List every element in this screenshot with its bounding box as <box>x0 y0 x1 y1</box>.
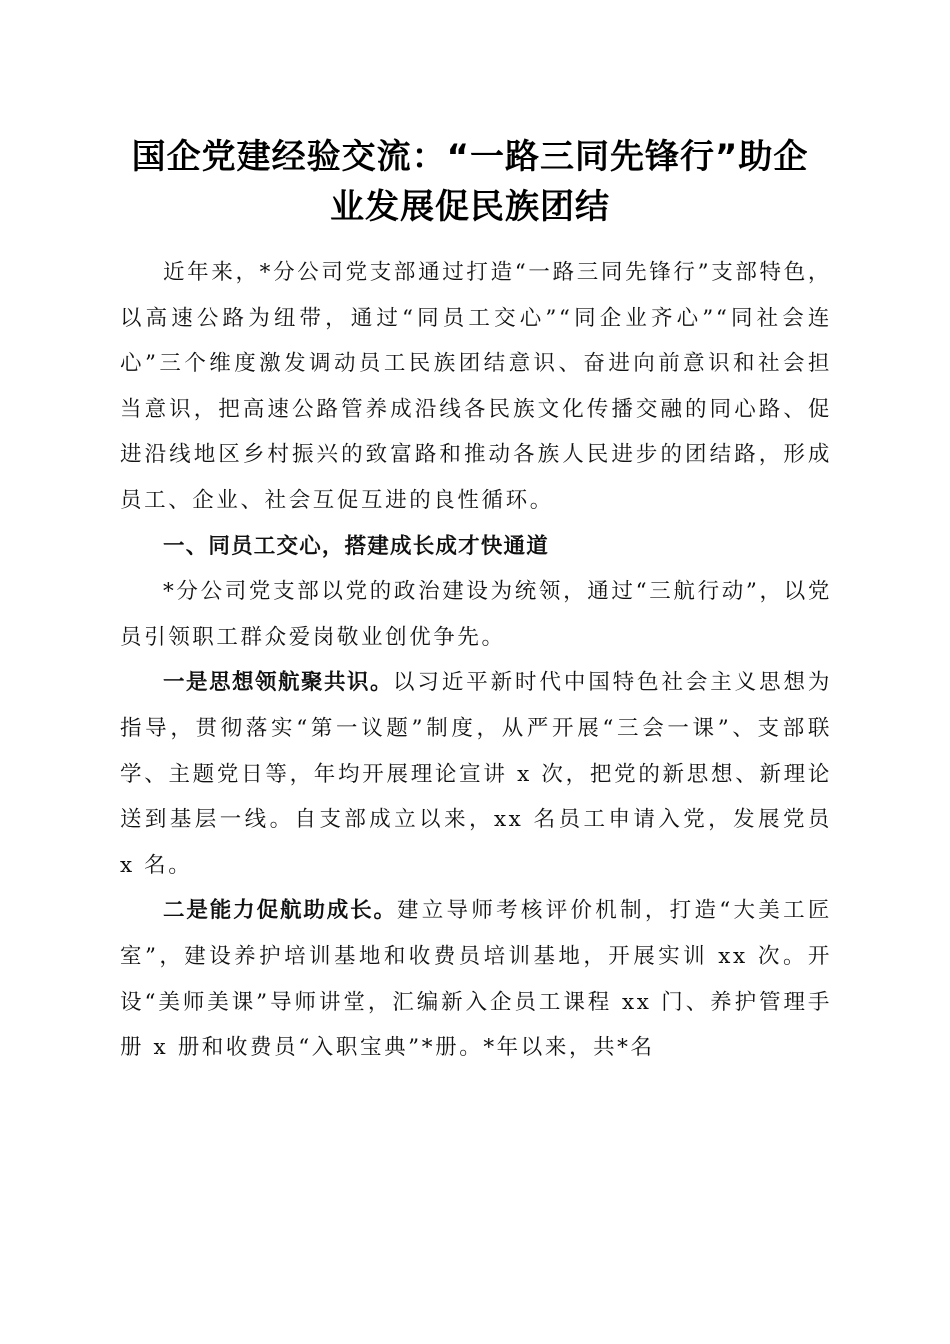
title-line-1: 国企党建经验交流：“一路三同先锋行”助企 <box>131 137 809 177</box>
point-lead-1: 一是思想领航聚共识。 <box>163 670 394 696</box>
document-title <box>110 132 830 232</box>
section-heading-1: 一、同员工交心，搭建成长成才快通道 <box>163 533 549 559</box>
section-intro-paragraph <box>120 569 832 660</box>
point-text-2: 建立导师考核评价机制，打造“大美工匠室”，建设养护培训基地和收费员培训基地，开展实训 xx 次。开设“美师美课”导师讲堂，汇编新入企员工课程 xx 门、养护管理手册 x 册和收费员“入职宝典”*册。*年以来，共*名 <box>120 898 832 1061</box>
point-paragraph-2 <box>120 888 832 1070</box>
intro-text: 近年来，*分公司党支部通过打造“一路三同先锋行”支部特色，以高速公路为纽带，通过“同员工交心”“同企业齐心”“同社会连心”三个维度激发调动员工民族团结意识、奋进向前意识和社会担当意识，把高速公路管养成沿线各民族文化传播交融的同心路、促进沿线地区乡村振兴的致富路和推动各族人民进步的团结路，形成员工、企业、社会互促互进的良性循环。 <box>120 260 832 513</box>
section-intro-text: *分公司党支部以党的政治建设为统领，通过“三航行动”，以党员引领职工群众爱岗敬业创优争先。 <box>120 579 832 650</box>
intro-paragraph <box>120 250 832 524</box>
point-paragraph-1 <box>120 660 832 888</box>
point-lead-2: 二是能力促航助成长。 <box>163 898 397 924</box>
document-body <box>120 250 832 1071</box>
title-line-2: 业发展促民族团结 <box>330 187 610 227</box>
point-text-1: 以习近平新时代中国特色社会主义思想为指导，贯彻落实“第一议题”制度，从严开展“三会一课”、支部联学、主题党日等，年均开展理论宣讲 x 次，把党的新思想、新理论送到基层一线。自支部成立以来，xx 名员工申请入党，发展党员 x 名。 <box>120 670 832 878</box>
